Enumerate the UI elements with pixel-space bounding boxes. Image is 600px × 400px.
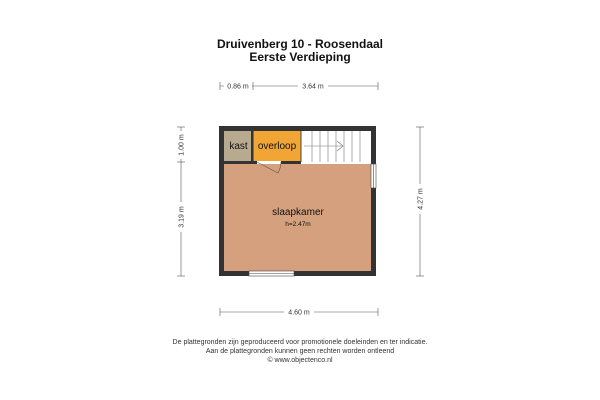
window-right [371, 164, 376, 188]
window-bottom [249, 271, 294, 276]
slaapkamer-room [224, 164, 371, 272]
kast-label: kast [229, 141, 248, 152]
dim-top-left: 0.86 m [227, 83, 249, 91]
footer-disclaimer-2: Aan de plattegronden kunnen geen rechten worden ontleend [205, 348, 395, 355]
overloop-label: overloop [257, 141, 297, 152]
footer-disclaimer-1: De plattegronden zijn geproduceerd voor promotionele doeleinden en ter indicatie. [172, 339, 428, 346]
footer-copyright: © www.objectenco.nl [267, 357, 333, 364]
floor-subtitle: Eerste Verdieping [249, 50, 351, 64]
dim-right: 4.27 m [417, 188, 425, 210]
plan-title: Druivenberg 10 - Roosendaal [216, 37, 384, 51]
dim-top-right: 3.64 m [302, 83, 324, 91]
slaapkamer-label: slaapkamer [272, 207, 324, 218]
dim-left-upper: 1.00 m [178, 134, 186, 156]
slaapkamer-height: h=2.47m [285, 221, 311, 228]
dim-left-lower: 3.19 m [178, 206, 186, 228]
dim-bottom: 4.60 m [288, 309, 310, 317]
